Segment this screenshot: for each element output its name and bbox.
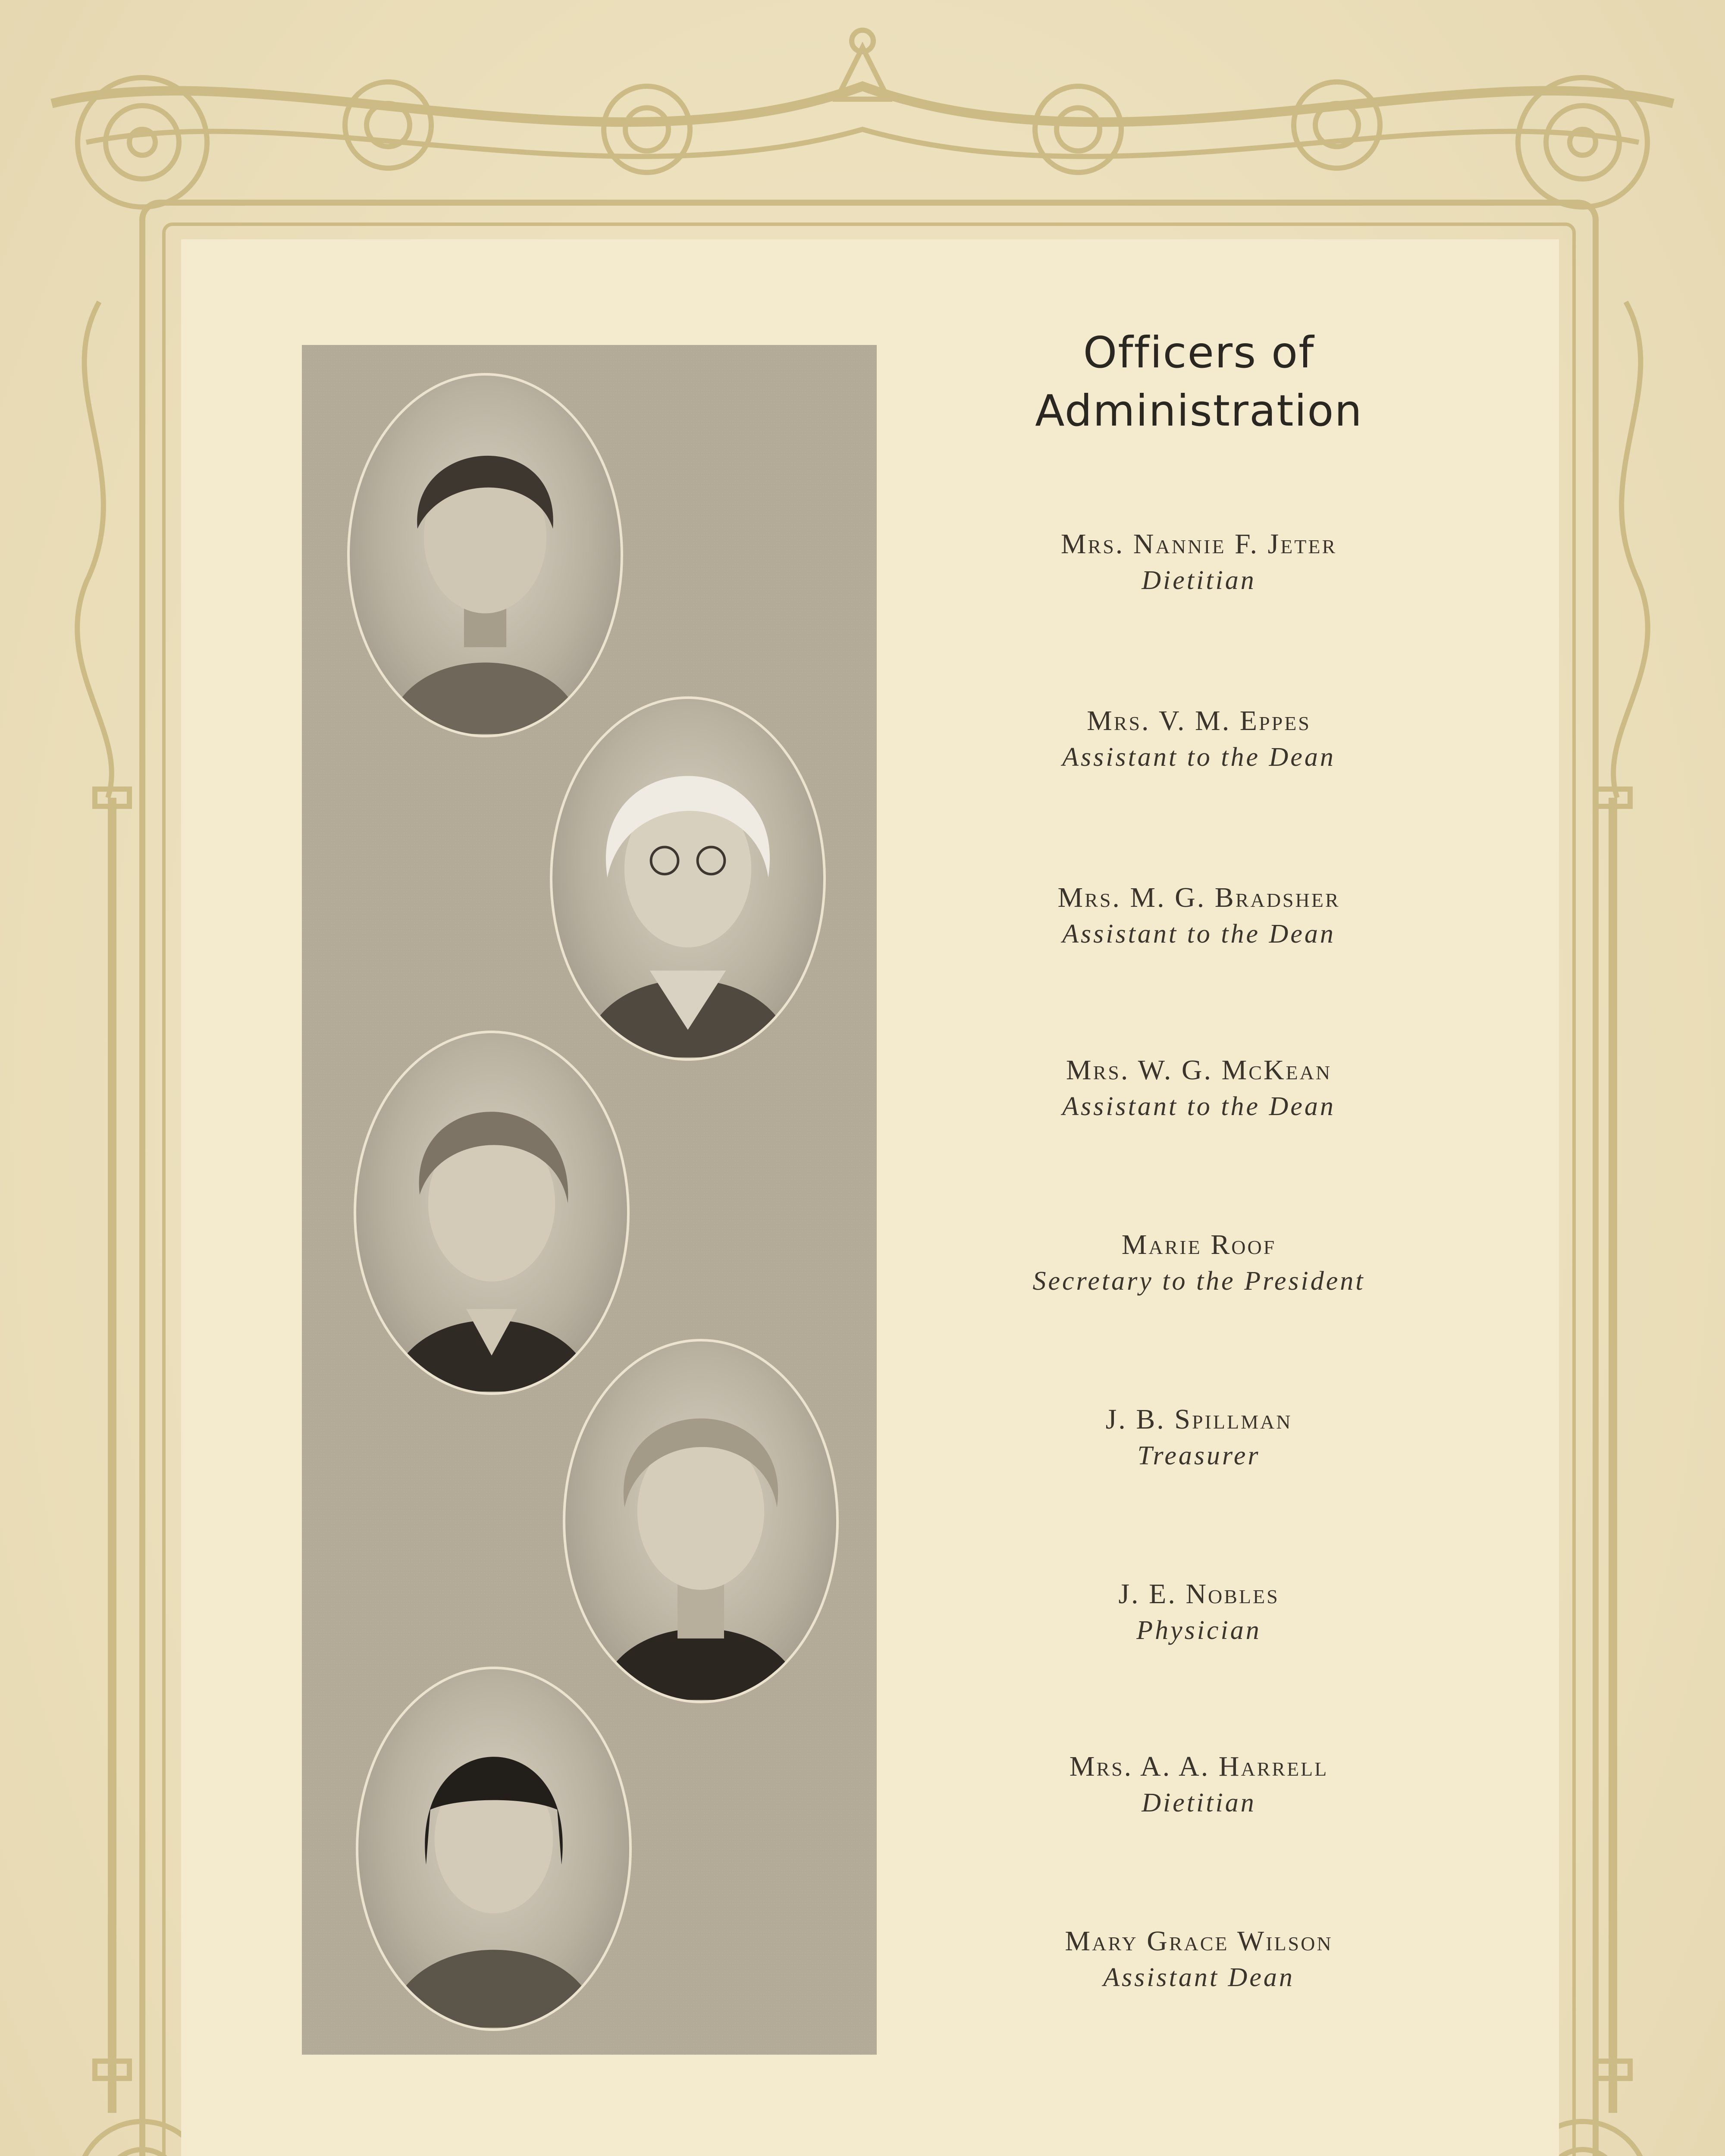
- officer-title: Dietitian: [1142, 1788, 1256, 1818]
- officer-name: Mrs. A. A. Harrell: [1069, 1751, 1329, 1782]
- portrait-strip: [302, 345, 877, 2055]
- officer-name: Mrs. Nannie F. Jeter: [1060, 528, 1337, 560]
- officer-title: Assistant Dean: [1103, 1963, 1295, 1992]
- page-heading: [962, 323, 1436, 440]
- officer-name: J. B. Spillman: [1105, 1404, 1292, 1435]
- heading-line-1: Officers of: [1083, 327, 1315, 378]
- officer-name: Mrs. M. G. Bradsher: [1057, 882, 1340, 913]
- officer-title: Physician: [1136, 1616, 1261, 1645]
- officer-title: Dietitian: [1142, 566, 1256, 595]
- officer-entry: [962, 703, 1436, 775]
- portrait-photo: [563, 1339, 839, 1703]
- officer-title: Assistant to the Dean: [1062, 1092, 1336, 1121]
- officer-name: Mrs. W. G. McKean: [1066, 1054, 1332, 1086]
- officer-entry: [962, 1227, 1436, 1299]
- officer-title: Assistant to the Dean: [1062, 919, 1336, 949]
- officer-title: Treasurer: [1137, 1441, 1261, 1470]
- officer-entry: [962, 880, 1436, 952]
- officer-name: Mrs. V. M. Eppes: [1087, 705, 1311, 736]
- portrait-image: [552, 699, 823, 1058]
- portrait-image: [565, 1341, 836, 1701]
- portrait-image: [356, 1033, 627, 1392]
- officer-entry: [962, 1923, 1436, 1996]
- officer-entry: [962, 1401, 1436, 1474]
- portrait-photo: [347, 373, 623, 737]
- heading-line-2: Administration: [1035, 385, 1363, 436]
- portrait-image: [358, 1669, 629, 2028]
- portrait-image: [350, 376, 621, 735]
- officer-title: Secretary to the President: [1032, 1266, 1365, 1296]
- officer-name: Marie Roof: [1121, 1229, 1276, 1260]
- officers-column: [962, 323, 1436, 1992]
- officer-entry: [962, 1052, 1436, 1125]
- officer-name: Mary Grace Wilson: [1065, 1925, 1333, 1957]
- portrait-photo: [356, 1667, 632, 2031]
- officer-title: Assistant to the Dean: [1062, 743, 1336, 772]
- portrait-photo: [354, 1031, 630, 1395]
- portrait-photo: [550, 696, 826, 1061]
- officer-entry: [962, 526, 1436, 599]
- officer-entry: [962, 1576, 1436, 1648]
- officer-name: J. E. Nobles: [1118, 1578, 1280, 1610]
- officer-entry: [962, 1749, 1436, 1821]
